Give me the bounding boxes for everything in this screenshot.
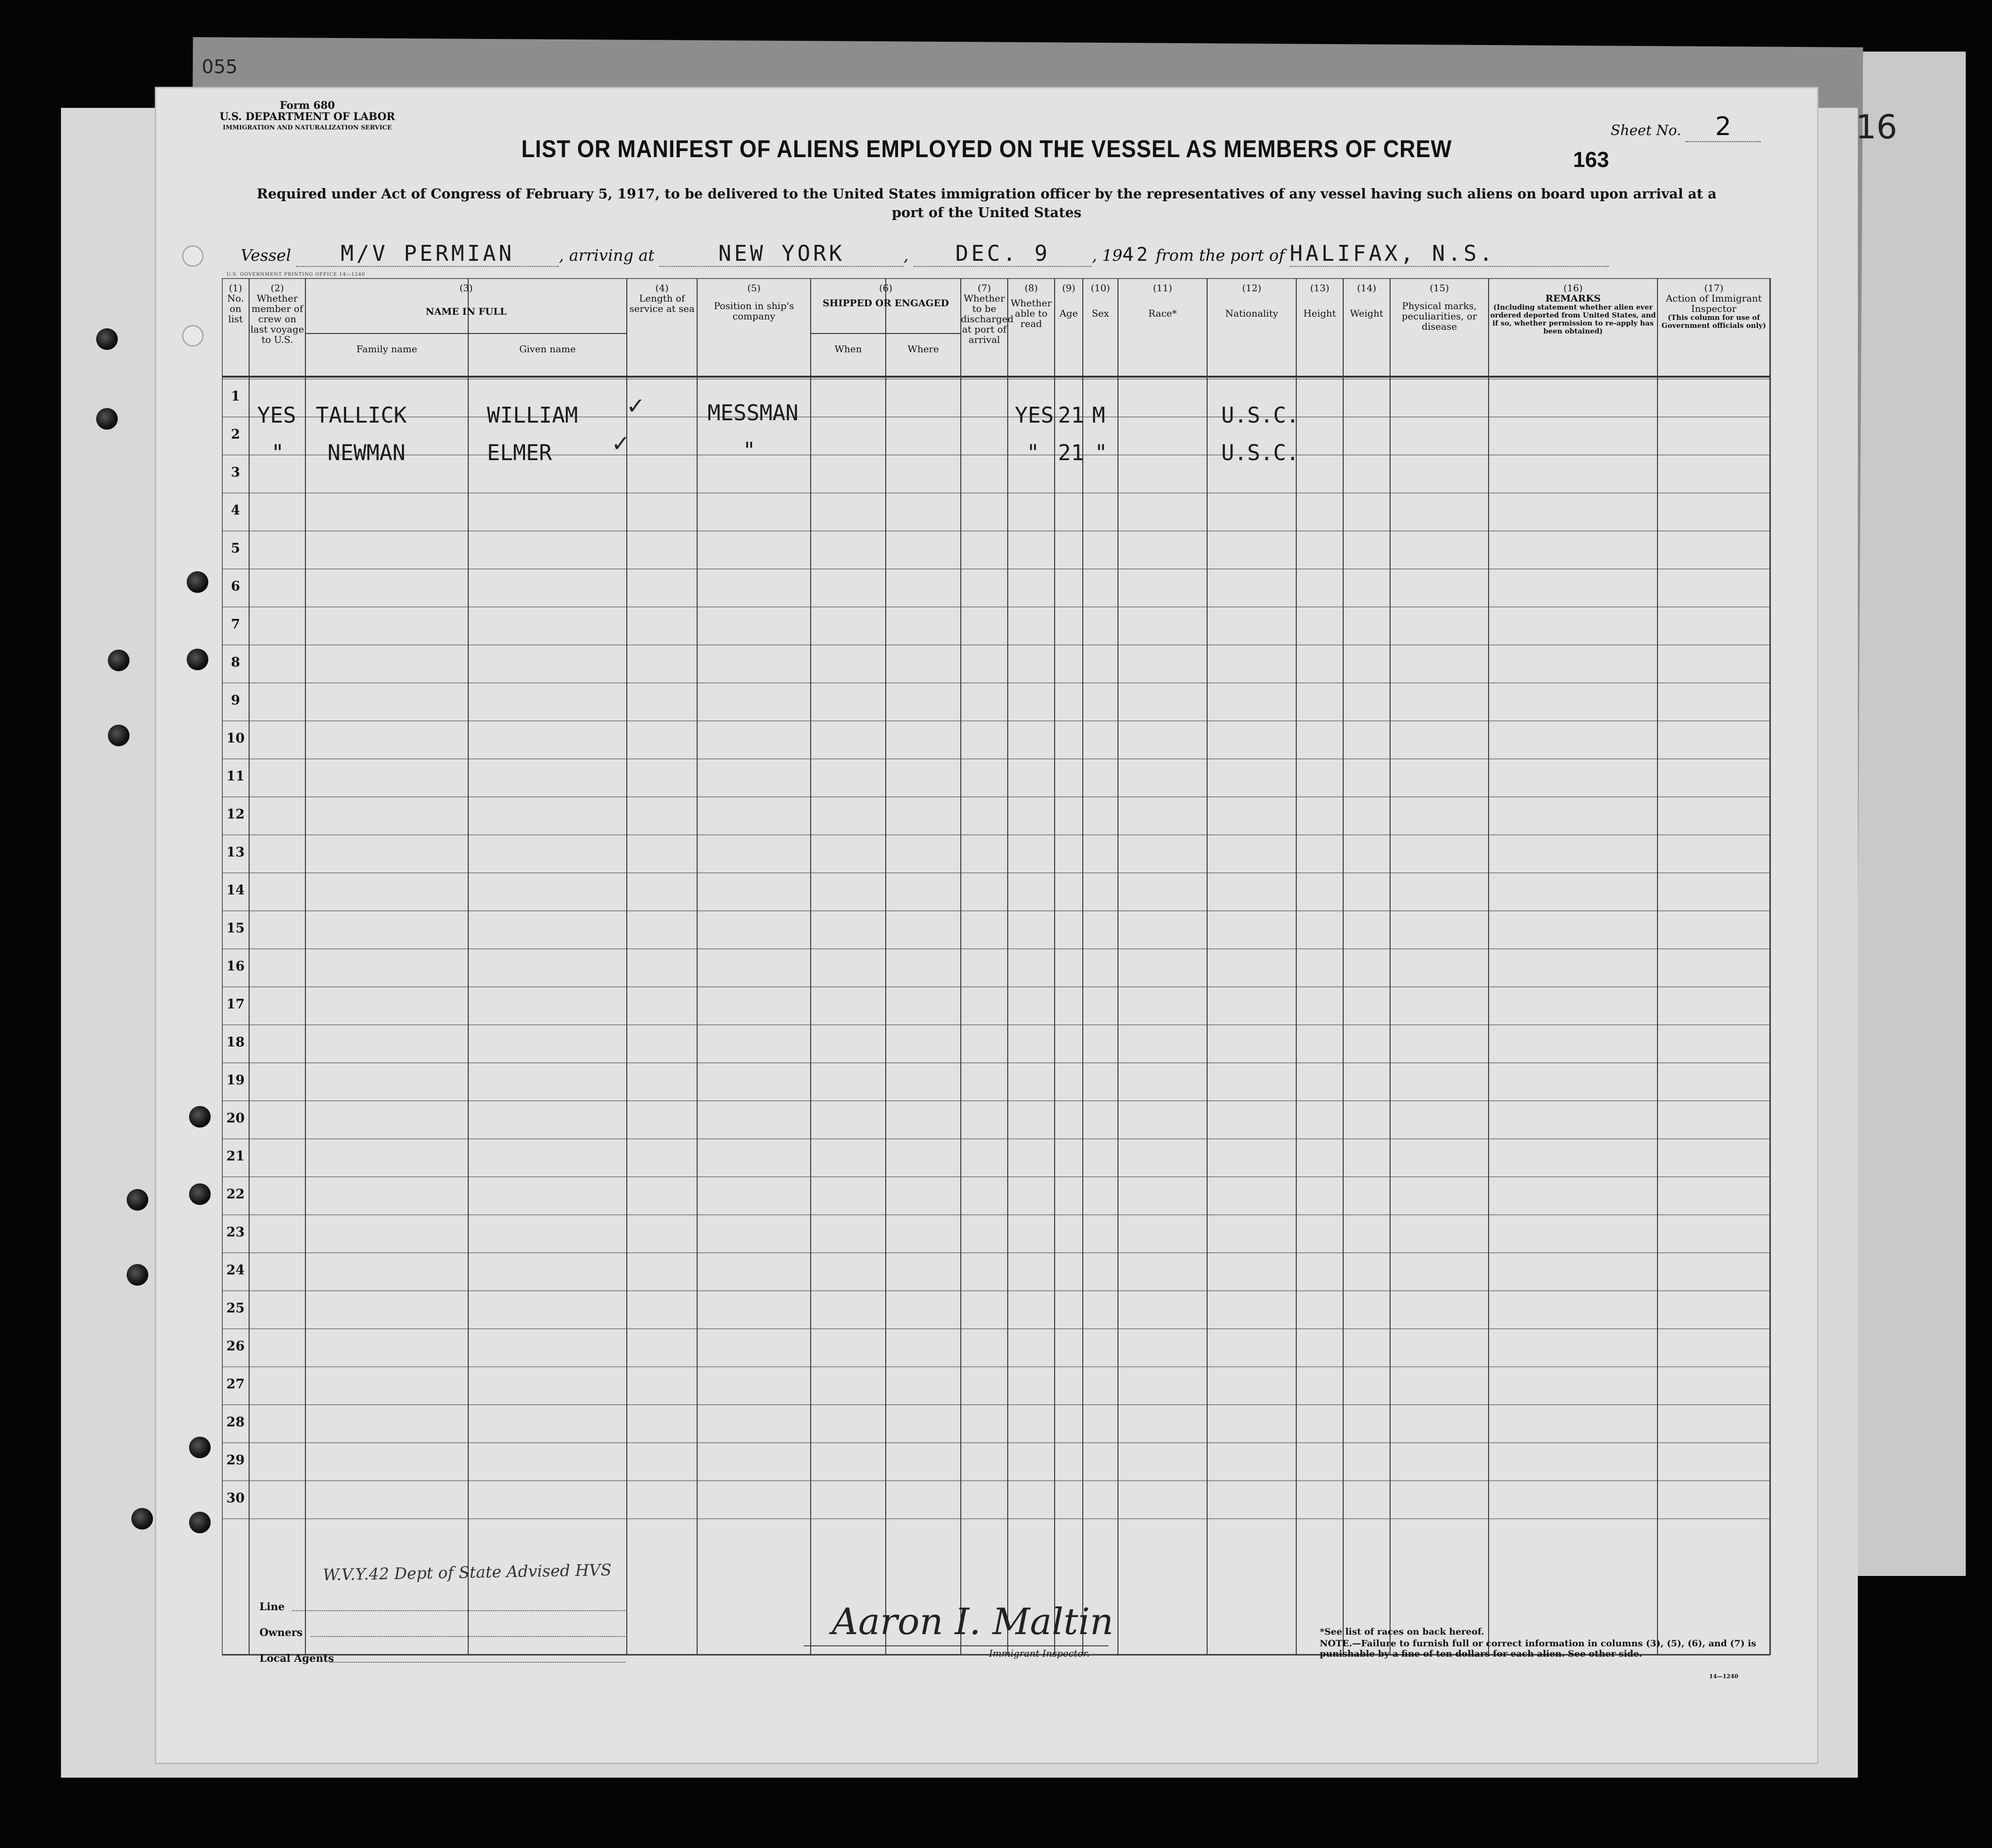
row-number: 25 — [226, 1300, 245, 1316]
arrival-port: NEW YORK — [660, 241, 904, 267]
col13-number: (13) — [1310, 282, 1330, 294]
col7-label: Whether to be discharged at port of arrival — [961, 293, 1014, 345]
department-name: U.S. DEPARTMENT OF LABOR — [220, 111, 395, 123]
row-number: 27 — [226, 1376, 245, 1392]
row-number: 5 — [231, 540, 240, 556]
row-number: 11 — [226, 768, 245, 784]
col3-number: (3) — [459, 282, 473, 294]
row-number: 20 — [226, 1110, 245, 1126]
sheet-number-value: 2 — [1686, 112, 1761, 142]
col1-number: (1) — [228, 282, 243, 294]
col14-header — [1343, 283, 1390, 318]
col16-sublabel: (Including statement whether alien ever ordered deported from United States, and if so, whether permission to re-apply has been obtained) — [1490, 303, 1656, 335]
row-number: 30 — [226, 1490, 245, 1506]
vessel-label: Vessel — [241, 246, 291, 265]
row-number: 12 — [226, 806, 245, 822]
row1-nationality: U.S.C. — [1221, 402, 1300, 428]
table-grid — [222, 278, 1794, 1674]
row1-given-name: WILLIAM — [487, 402, 578, 428]
page-subtitle: Required under Act of Congress of February 5, 1917, to be delivered to the United States immigration officer by the representatives of any vessel having such aliens on board upon arrival at a port of the United States — [257, 186, 1717, 220]
col14-number: (14) — [1357, 282, 1376, 294]
row-number: 10 — [226, 730, 245, 746]
row-number: 29 — [226, 1452, 245, 1468]
row1-age: 21 — [1058, 402, 1084, 428]
family-name-header: Family name — [356, 343, 418, 355]
line-label: Line — [259, 1601, 285, 1613]
col4-number: (4) — [655, 282, 669, 294]
row-number: 4 — [231, 502, 240, 518]
col5-number: (5) — [747, 282, 761, 294]
col12-header — [1207, 283, 1296, 318]
vessel-name: M/V PERMIAN — [296, 241, 559, 267]
col4-header — [627, 283, 697, 314]
owners-label: Owners — [259, 1627, 303, 1639]
row-number: 1 — [231, 388, 240, 404]
row1-position: MESSMAN — [707, 400, 798, 425]
col2-header — [249, 283, 305, 345]
col15-label: Physical marks, peculiarities, or disease — [1401, 300, 1477, 332]
col15-number: (15) — [1429, 282, 1449, 294]
col14-label: Weight — [1350, 308, 1384, 319]
punch-hole — [127, 1189, 148, 1211]
col8-number: (8) — [1024, 282, 1038, 294]
service-name: IMMIGRATION AND NATURALIZATION SERVICE — [222, 124, 392, 131]
row-number: 23 — [226, 1224, 245, 1240]
col16-number: (16) — [1563, 282, 1583, 294]
row-number: 9 — [231, 692, 240, 708]
col6-header — [811, 283, 961, 308]
penalty-note: NOTE.—Failure to furnish full or correct information in columns (3), (5), (6), and (7) is punishable by a fine of ten dollars for each alien. See other side. — [1320, 1638, 1756, 1659]
row-number: 17 — [226, 996, 245, 1012]
col8-label: Whether able to read — [1011, 297, 1052, 329]
year-prefix: , 19 — [1092, 246, 1123, 265]
row2-sex: " — [1095, 440, 1108, 465]
row-number: 28 — [226, 1414, 245, 1430]
row-number: 21 — [226, 1148, 245, 1164]
row-number: 16 — [226, 958, 245, 974]
page-title: LIST OR MANIFEST OF ALIENS EMPLOYED ON THE VESSEL AS MEMBERS OF CREW — [521, 136, 1452, 163]
col3-label: NAME IN FULL — [426, 306, 507, 317]
col1-header — [222, 283, 249, 324]
row-number: 22 — [226, 1186, 245, 1202]
arrival-year: 42 — [1122, 244, 1151, 265]
row1-family-name: TALLICK — [316, 402, 407, 428]
inspector-signature: Aaron I. Maltin — [832, 1601, 1114, 1643]
form-header — [220, 100, 395, 134]
margin-note-top-left: 055 — [202, 56, 238, 78]
col15-header — [1390, 283, 1489, 332]
punch-hole — [96, 408, 118, 430]
col4-label: Length of service at sea — [629, 293, 695, 314]
col5-header — [697, 283, 811, 321]
row-number: 26 — [226, 1338, 245, 1354]
punch-hole — [127, 1264, 148, 1286]
col7-header — [961, 282, 1014, 345]
col2-label: Whether member of crew on last voyage to U.S. — [250, 293, 304, 345]
stamp-number: 163 — [1573, 147, 1609, 172]
row2-age: 21 — [1058, 440, 1084, 465]
binder-hole — [189, 1437, 211, 1458]
binder-hole — [189, 1183, 211, 1205]
row1-last-voyage: YES — [257, 402, 297, 428]
row2-family-name: NEWMAN — [327, 440, 406, 465]
line-field — [292, 1610, 625, 1611]
when-header: When — [834, 343, 862, 355]
col10-number: (10) — [1090, 282, 1110, 294]
vessel-line: Vessel M/V PERMIAN , arriving at NEW YORK , DEC. 9 , 1942 from the port of HALIFAX, N.S. — [241, 241, 1609, 267]
col17-label: Action of Immigrant Inspector — [1665, 293, 1762, 314]
local-agents-label: Local Agents — [259, 1652, 334, 1665]
inspector-label: Immigrant Inspector. — [989, 1648, 1090, 1659]
row2-position: " — [743, 438, 756, 463]
form-code: 14—1240 — [1709, 1673, 1739, 1680]
punch-hole — [131, 1508, 153, 1530]
col3-header — [305, 283, 627, 317]
row-number: 13 — [226, 844, 245, 860]
binder-hole — [189, 1512, 211, 1533]
col1-label: No. on list — [227, 293, 244, 325]
col13-label: Height — [1303, 308, 1336, 319]
crew-table — [222, 278, 1794, 1674]
col8-header — [1008, 283, 1055, 329]
binder-hole — [182, 325, 204, 347]
row-number: 19 — [226, 1072, 245, 1088]
row1-sex: M — [1092, 402, 1105, 428]
row-number: 2 — [231, 426, 240, 442]
arriving-label: , arriving at — [559, 246, 655, 265]
punch-hole — [96, 328, 118, 350]
printer-note: U.S. GOVERNMENT PRINTING OFFICE 14—1240 — [227, 272, 365, 277]
row-number: 7 — [231, 616, 240, 632]
col2-number: (2) — [270, 282, 284, 294]
handwritten-annotation: W.V.Y.42 Dept of State Advised HVS — [322, 1560, 612, 1585]
row2-able-to-read: " — [1026, 440, 1040, 465]
given-name-header: Given name — [519, 343, 576, 355]
races-note: *See list of races on back hereof. — [1320, 1627, 1484, 1637]
col7-number: (7) — [977, 282, 991, 294]
binder-hole — [189, 1106, 211, 1128]
punch-hole — [108, 650, 129, 671]
col12-number: (12) — [1242, 282, 1262, 294]
row-number: 14 — [226, 882, 245, 898]
owners-field — [311, 1636, 625, 1637]
where-header: Where — [907, 343, 939, 355]
col9-number: (9) — [1062, 282, 1076, 294]
row-number: 6 — [231, 578, 240, 594]
row2-nationality: U.S.C. — [1221, 440, 1300, 465]
row-number: 24 — [226, 1262, 245, 1278]
col17-number: (17) — [1704, 282, 1724, 294]
col13-header — [1296, 283, 1343, 318]
col11-header — [1118, 283, 1207, 318]
sheet-number-label: Sheet No. — [1611, 122, 1681, 139]
row2-given-name: ELMER — [487, 440, 552, 465]
col6-number: (6) — [879, 282, 893, 294]
binder-hole — [187, 571, 208, 593]
form-number: Form 680 — [280, 99, 335, 112]
col17-sublabel: (This column for use of Government officials only) — [1661, 313, 1766, 330]
col11-label: Race* — [1148, 308, 1177, 319]
row-number: 15 — [226, 920, 245, 936]
row-number: 18 — [226, 1034, 245, 1050]
signature-line — [804, 1645, 1109, 1646]
col10-label: Sex — [1092, 308, 1109, 319]
col6-label: SHIPPED OR ENGAGED — [822, 297, 949, 309]
row2-last-voyage: " — [271, 440, 284, 465]
col9-label: Age — [1059, 308, 1078, 319]
col16-label: REMARKS — [1545, 293, 1601, 304]
local-agents-field — [330, 1662, 625, 1663]
col10-header — [1083, 283, 1118, 318]
departure-port: HALIFAX, N.S. — [1290, 241, 1609, 267]
col11-number: (11) — [1153, 282, 1172, 294]
punch-hole — [108, 725, 129, 746]
from-port-label: from the port of — [1156, 246, 1285, 265]
manifest-page — [155, 87, 1818, 1764]
col16-header — [1489, 283, 1657, 335]
col9-header — [1055, 283, 1083, 318]
row-number: 3 — [231, 464, 240, 480]
arrival-date: DEC. 9 — [913, 241, 1092, 267]
row1-able-to-read: YES — [1015, 402, 1054, 428]
col5-label: Position in ship's company — [714, 300, 794, 322]
binder-hole — [182, 245, 204, 267]
col17-header — [1657, 283, 1770, 330]
checkmark-icon: ✓ — [626, 393, 646, 419]
col12-label: Nationality — [1225, 308, 1278, 319]
binder-hole — [187, 649, 208, 670]
checkmark-icon: ✓ — [611, 431, 631, 457]
row-number: 8 — [231, 654, 240, 670]
margin-note-top-right: 16 — [1855, 108, 1898, 146]
